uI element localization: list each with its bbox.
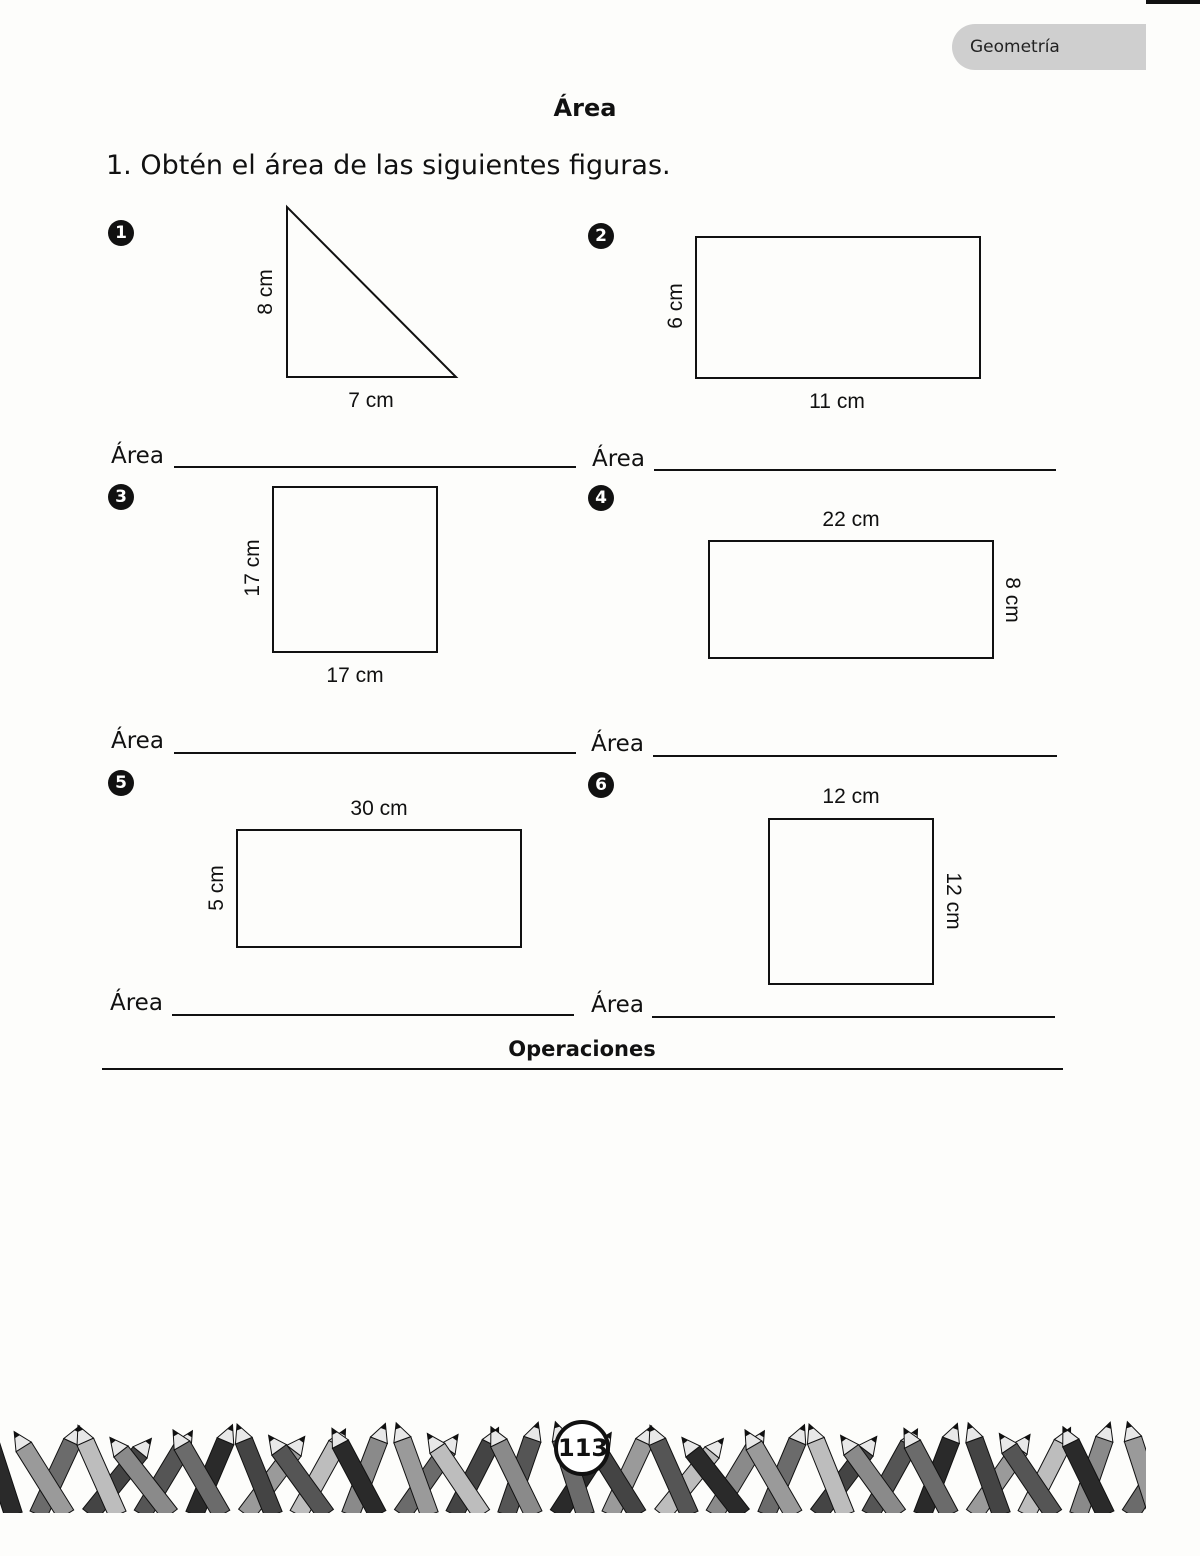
figure-2-number: 2 bbox=[588, 223, 614, 249]
figure-2-height-label: 6 cm bbox=[664, 283, 687, 329]
figure-1-height-label: 8 cm bbox=[254, 269, 277, 315]
figure-5-height-label: 5 cm bbox=[205, 865, 228, 911]
page-title: Área bbox=[553, 94, 617, 122]
area-label-6: Área bbox=[591, 992, 644, 1018]
figure-2-rectangle bbox=[695, 236, 981, 379]
figure-4-top-label: 22 cm bbox=[822, 508, 880, 531]
figure-4-number: 4 bbox=[588, 485, 614, 511]
figure-1-base-label: 7 cm bbox=[348, 389, 394, 412]
exercise-instruction: 1. Obtén el área de las siguientes figuras. bbox=[106, 150, 671, 181]
area-answer-line-4[interactable] bbox=[653, 755, 1057, 757]
figure-6-height-label: 12 cm bbox=[942, 872, 965, 930]
area-answer-line-1[interactable] bbox=[174, 466, 576, 468]
page-number-badge: 113 bbox=[554, 1420, 610, 1476]
area-answer-line-6[interactable] bbox=[652, 1016, 1055, 1018]
area-answer-line-3[interactable] bbox=[174, 752, 576, 754]
area-label-1: Área bbox=[111, 443, 164, 469]
area-answer-line-5[interactable] bbox=[172, 1014, 574, 1016]
figure-3-height-label: 17 cm bbox=[241, 539, 264, 597]
area-answer-line-2[interactable] bbox=[654, 469, 1056, 471]
figure-5-number: 5 bbox=[108, 770, 134, 796]
figure-6-top-label: 12 cm bbox=[822, 785, 880, 808]
figure-5-top-label: 30 cm bbox=[350, 797, 408, 820]
area-label-2: Área bbox=[592, 446, 645, 472]
figure-3-base-label: 17 cm bbox=[326, 664, 384, 687]
area-label-4: Área bbox=[591, 731, 644, 757]
figure-4-rectangle bbox=[708, 540, 994, 659]
figure-3-square bbox=[272, 486, 438, 653]
top-edge-bar bbox=[1146, 0, 1200, 4]
figure-2-base-label: 11 cm bbox=[809, 390, 865, 413]
figure-6-number: 6 bbox=[588, 772, 614, 798]
section-tab: Geometría bbox=[952, 24, 1146, 70]
figure-4-height-label: 8 cm bbox=[1001, 577, 1024, 623]
area-label-5: Área bbox=[110, 990, 163, 1016]
figure-3-number: 3 bbox=[108, 484, 134, 510]
figure-6-square bbox=[768, 818, 934, 985]
figure-1-number: 1 bbox=[108, 220, 134, 246]
figure-1-triangle bbox=[280, 200, 465, 385]
operations-heading: Operaciones bbox=[508, 1037, 656, 1061]
figure-5-rectangle bbox=[236, 829, 522, 948]
area-label-3: Área bbox=[111, 728, 164, 754]
operations-divider bbox=[102, 1068, 1063, 1070]
